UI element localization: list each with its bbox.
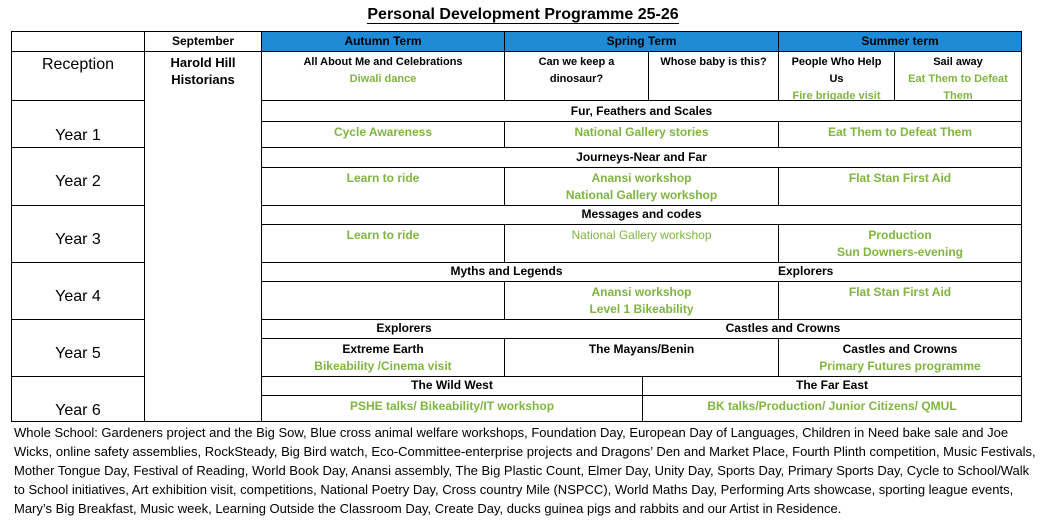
year-1-autumn-activity: Cycle Awareness — [333, 125, 433, 139]
year-4-autumn — [261, 281, 505, 320]
year-4-spring-activity-1: Anansi workshop — [591, 285, 692, 299]
reception-summer-2-topic: Sail away — [933, 56, 983, 68]
row-label-year-6: Year 6 — [11, 376, 145, 422]
year-2-autumn — [261, 167, 505, 206]
reception-summer-2-activity-2: Them — [943, 90, 973, 101]
row-label-year-5: Year 5 — [11, 319, 145, 377]
header-spring-term: Spring Term — [504, 31, 779, 52]
year-6-activity-2 — [642, 395, 1022, 422]
reception-spring-1-line-1: Can we keep a — [538, 56, 615, 68]
year-3-autumn-activity: Learn to ride — [346, 228, 420, 242]
year-4-topic-2: Explorers — [750, 262, 1022, 282]
row-label-year-1: Year 1 — [11, 100, 145, 148]
year-1-spring-activity: National Gallery stories — [574, 125, 709, 139]
reception-summer-2 — [894, 51, 1022, 101]
september-topic-line-2: Historians — [171, 72, 235, 87]
year-6-activity-1-text: PSHE talks/ Bikeability/IT workshop — [349, 399, 555, 413]
year-4-spring — [504, 281, 779, 320]
year-5-summer-activity: Primary Futures programme — [819, 359, 981, 373]
header-summer-term: Summer term — [778, 31, 1022, 52]
year-3-topic: Messages and codes — [261, 205, 1022, 225]
september-topic — [144, 51, 262, 422]
year-1-summer — [778, 121, 1022, 148]
year-2-summer — [778, 167, 1022, 206]
reception-spring-2 — [648, 51, 779, 101]
reception-spring-2-topic: Whose baby is this? — [660, 56, 767, 68]
reception-summer-1-line-2: Us — [829, 73, 844, 85]
row-label-year-2: Year 2 — [11, 147, 145, 206]
whole-school-footer: Whole School: Gardeners project and the Big Sow, Blue cross animal welfare workshops, Foundation Day, European Day of Languages, Children in Need bake sale and Joe Wicks, online safety assemblies, RockSteady, Big Bird watch, Eco-Committee-enterprise projects and Dragons’ Den and Market Place, Fourth Plinth competition, Music Festivals, Mother Tongue Day, Festival of Reading, World Book Day, Anansi assembly, The Big Plastic Count, Elmer Day, Unity Day, Sports Day, Primary Sports Day, Cycle to School/Walk to School initiatives, Art exhibition visit, competitions, National Poetry Day, Cross country Mile (NSPCC), World Maths Day, Performing Arts showcase, sporting league events, Mary’s Big Breakfast, Music week, Learning Outside the Classroom Day, Create Day, ducks guinea pigs and rabbits and our Artist in Residence. — [14, 425, 1036, 516]
year-6-topic-1: The Wild West — [261, 376, 643, 396]
reception-spring-1-line-2: dinosaur? — [549, 73, 604, 85]
year-5-topic-1: Explorers — [261, 319, 546, 339]
year-4-summer-activity: Flat Stan First Aid — [848, 285, 952, 299]
year-3-spring — [504, 224, 779, 263]
year-5-spring — [504, 338, 779, 377]
reception-autumn-topic: All About Me and Celebrations — [303, 56, 463, 68]
year-4-topic-1: Myths and Legends — [261, 262, 751, 282]
row-label-year-4: Year 4 — [11, 262, 145, 320]
year-3-autumn — [261, 224, 505, 263]
header-autumn-term: Autumn Term — [261, 31, 505, 52]
reception-summer-1 — [778, 51, 895, 101]
year-1-spring — [504, 121, 779, 148]
row-label-reception: Reception — [11, 51, 145, 101]
year-6-activity-2-text: BK talks/Production/ Junior Citizens/ QMUL — [707, 399, 957, 413]
year-2-summer-activity: Flat Stan First Aid — [848, 171, 952, 185]
reception-summer-1-activity: Fire brigade visit — [792, 90, 881, 101]
reception-autumn — [261, 51, 505, 101]
header-september: September — [144, 31, 262, 52]
row-label-year-3: Year 3 — [11, 205, 145, 263]
september-topic-line-1: Harold Hill — [170, 55, 236, 70]
year-2-spring-activity-2: National Gallery workshop — [565, 188, 718, 202]
year-1-autumn — [261, 121, 505, 148]
year-4-summer — [778, 281, 1022, 320]
reception-autumn-activity: Diwali dance — [349, 73, 417, 85]
year-3-summer — [778, 224, 1022, 263]
reception-summer-2-activity-1: Eat Them to Defeat — [908, 73, 1008, 85]
year-2-spring-activity-1: Anansi workshop — [591, 171, 692, 185]
year-3-spring-activity: National Gallery workshop — [571, 228, 712, 242]
year-5-autumn-activity: Bikeability /Cinema visit — [314, 359, 452, 373]
header-blank — [11, 31, 145, 52]
year-5-spring-topic: The Mayans/Benin — [588, 342, 695, 356]
year-1-summer-activity: Eat Them to Defeat Them — [827, 125, 973, 139]
year-6-activity-1 — [261, 395, 643, 422]
title-text: Personal Development Programme 25-26 — [367, 6, 679, 23]
year-2-autumn-activity: Learn to ride — [346, 171, 420, 185]
year-3-summer-activity-2: Sun Downers-evening — [836, 245, 964, 259]
year-2-topic: Journeys-Near and Far — [261, 147, 1022, 168]
year-4-spring-activity-2: Level 1 Bikeability — [589, 302, 694, 316]
year-5-autumn-topic: Extreme Earth — [342, 342, 424, 356]
year-2-spring — [504, 167, 779, 206]
reception-spring-1 — [504, 51, 649, 101]
year-5-topic-2: Castles and Crowns — [545, 319, 1022, 339]
year-5-autumn — [261, 338, 505, 377]
year-6-topic-2: The Far East — [642, 376, 1022, 396]
year-5-summer — [778, 338, 1022, 377]
year-3-summer-activity-1: Production — [868, 228, 932, 242]
reception-summer-1-line-1: People Who Help — [791, 56, 882, 68]
year-1-topic: Fur, Feathers and Scales — [261, 100, 1022, 122]
year-5-summer-topic: Castles and Crowns — [842, 342, 958, 356]
